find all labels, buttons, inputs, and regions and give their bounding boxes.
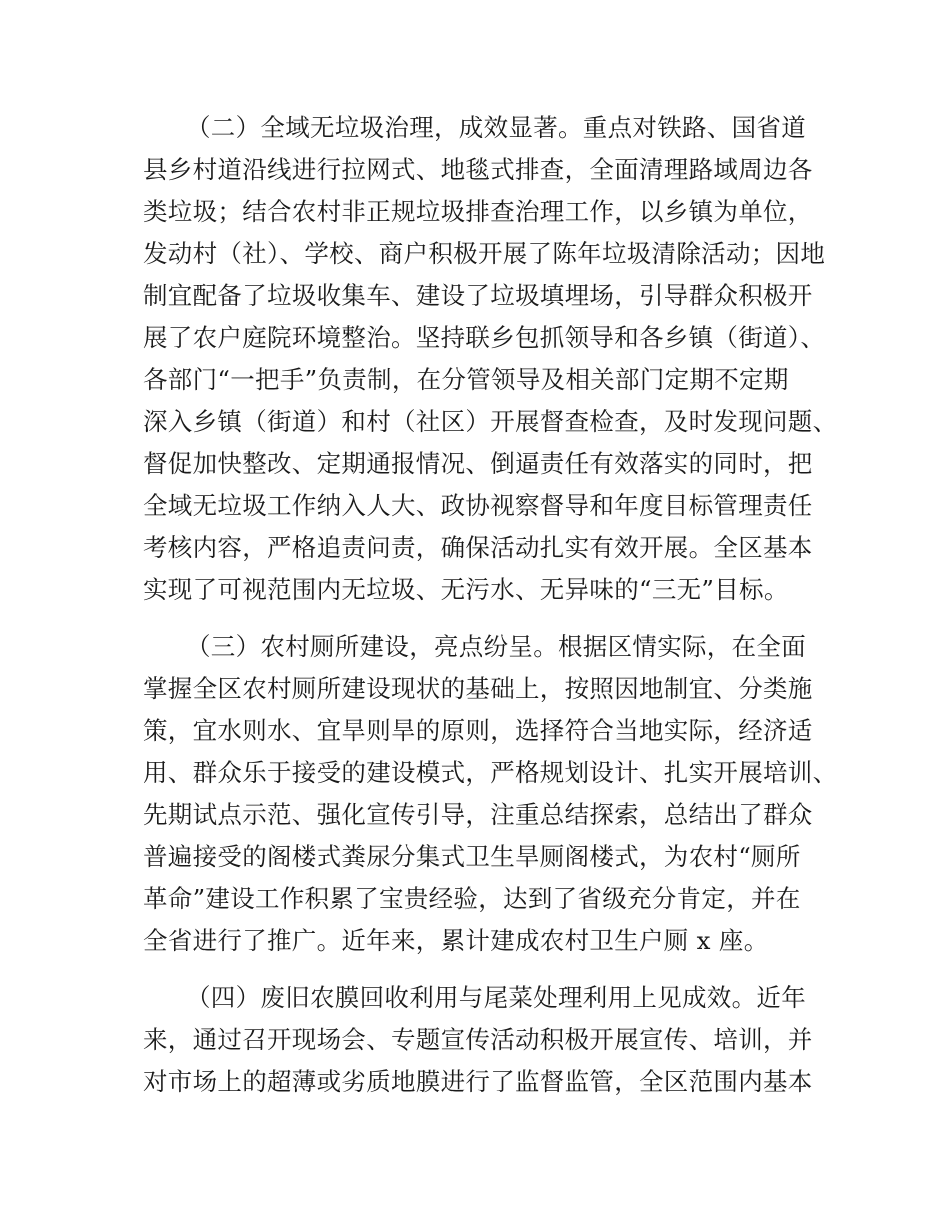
text-line: 全省进行了推广。近年来，累计建成农村卫生户厕 x 座。 <box>143 926 769 955</box>
text-line: （二）全域无垃圾治理，成效显著。重点对铁路、国省道 <box>186 113 806 142</box>
text-line: 各部门“一把手”负责制，在分管领导及相关部门定期不定期 <box>143 365 789 394</box>
text-line: 类垃圾；结合农村非正规垃圾排查治理工作，以乡镇为单位， <box>143 197 813 226</box>
text-line: 革命”建设工作积累了宝贵经验，达到了省级充分肯定，并在 <box>143 884 801 913</box>
text-line: 实现了可视范围内无垃圾、无污水、无异味的“三无”目标。 <box>143 575 789 604</box>
text-line: （四）废旧农膜回收利用与尾菜处理利用上见成效。近年 <box>186 983 806 1012</box>
text-line: 深入乡镇（街道）和村（社区）开展督查检查，及时发现问题、 <box>143 407 838 436</box>
text-line: 来，通过召开现场会、专题宣传活动积极开展宣传、培训，并 <box>143 1025 813 1054</box>
text-line: 展了农户庭院环境整治。坚持联乡包抓领导和各乡镇（街道）、 <box>143 323 826 352</box>
text-line: 发动村（社）、学校、商户积极开展了陈年垃圾清除活动；因地 <box>143 239 826 268</box>
text-line: 用、群众乐于接受的建设模式，严格规划设计、扎实开展培训、 <box>143 758 838 787</box>
text-line: 普遍接受的阁楼式粪尿分集式卫生旱厕阁楼式，为农村“厕所 <box>143 842 801 871</box>
text-line: 先期试点示范、强化宣传引导，注重总结探索，总结出了群众 <box>143 800 813 829</box>
text-line: 掌握全区农村厕所建设现状的基础上，按照因地制宜、分类施 <box>143 674 813 703</box>
text-line: 考核内容，严格追责问责，确保活动扎实有效开展。全区基本 <box>143 533 813 562</box>
text-line: 制宜配备了垃圾收集车、建设了垃圾填埋场，引导群众积极开 <box>143 281 813 310</box>
text-line: 策，宜水则水、宜旱则旱的原则，选择符合当地实际，经济适 <box>143 716 813 745</box>
text-line: 对市场上的超薄或劣质地膜进行了监督监管，全区范围内基本 <box>143 1067 813 1096</box>
text-line: 督促加快整改、定期通报情况、倒逼责任有效落实的同时，把 <box>143 449 813 478</box>
text-line: （三）农村厕所建设，亮点纷呈。根据区情实际，在全面 <box>186 632 806 661</box>
text-line: 全域无垃圾工作纳入人大、政协视察督导和年度目标管理责任 <box>143 491 813 520</box>
text-line: 县乡村道沿线进行拉网式、地毯式排查，全面清理路域周边各 <box>143 155 813 184</box>
